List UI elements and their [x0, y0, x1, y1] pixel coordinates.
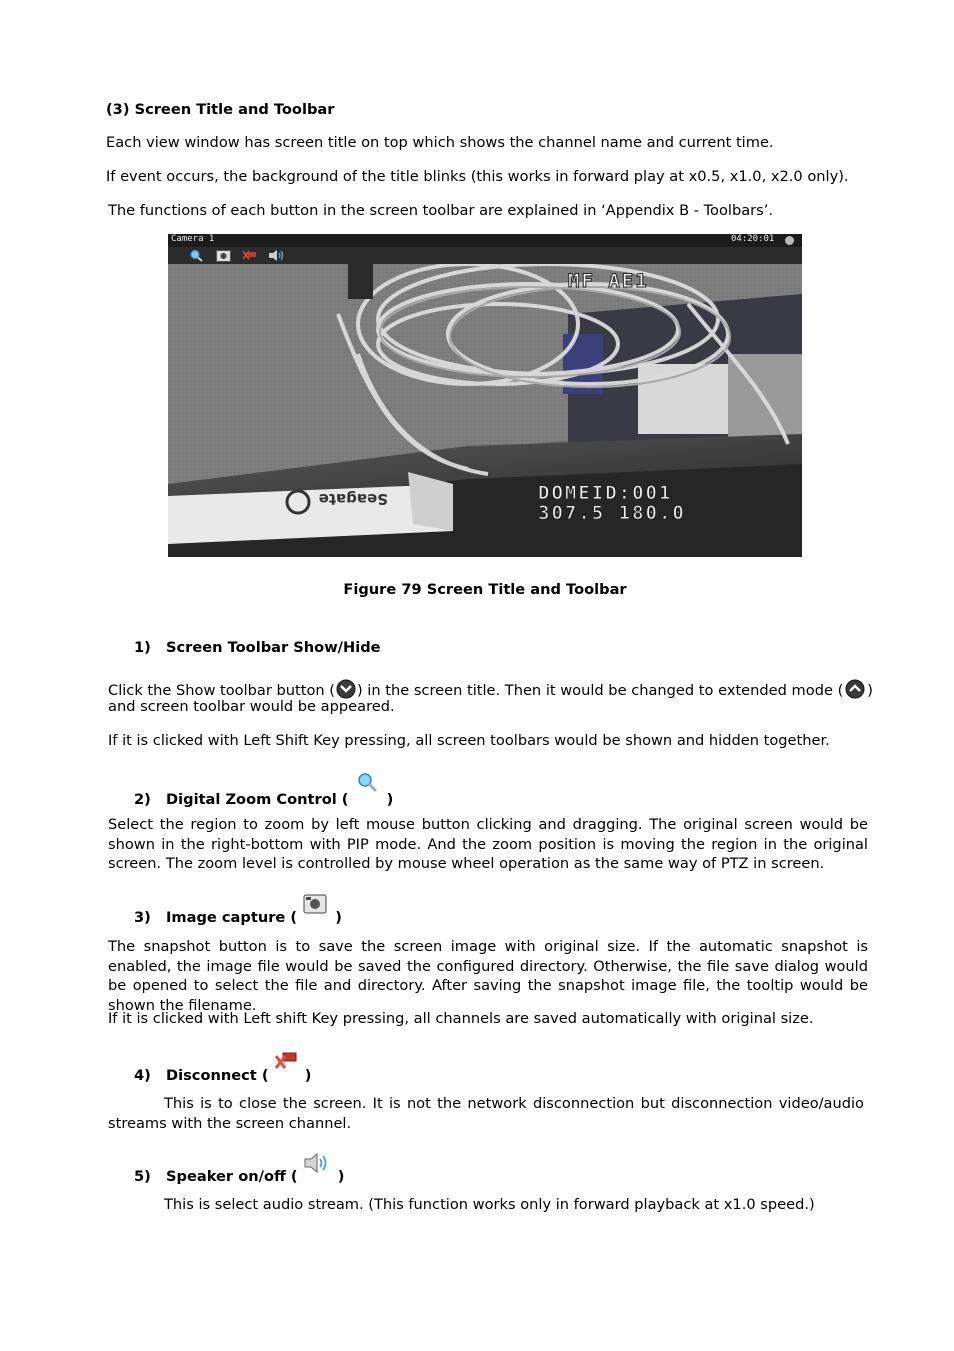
item-3-title: Image capture ( [166, 909, 298, 926]
item-1-text-a: Click the Show toolbar button ( [108, 682, 335, 699]
disconnect-icon[interactable] [243, 250, 257, 261]
item-5-heading [134, 1151, 344, 1185]
camera-icon [302, 892, 330, 918]
item-1-text-b: ) in the screen title. Then it would be changed to extended mode ( [356, 682, 844, 699]
intro-paragraph-1: Each view window has screen title on top which shows the channel name and current time. [106, 134, 774, 151]
show-toolbar-icon [335, 679, 357, 699]
item-3-paragraph: The snapshot button is to save the screen image with original size. If the automatic snapshot is enabled, the image file would be saved the configured directory. Otherwise, the file save dialog would be opened to select the file and directory. After saving the snapshot image file, the tooltip would be shown the filename. [108, 938, 868, 1014]
camera-scene-image [168, 234, 802, 557]
osd-top-label: MF AE1 [568, 270, 649, 292]
magnifier-icon [354, 770, 382, 800]
item-5-number: 5) [134, 1168, 151, 1185]
item-2-heading [134, 770, 393, 808]
item-4-number: 4) [134, 1067, 151, 1084]
extended-mode-icon [843, 679, 867, 699]
item-4-paragraph: This is to close the screen. It is not the network disconnection but disconnection video/audio streams with the screen channel. [108, 1095, 864, 1132]
item-1-paragraph-2: If it is clicked with Left Shift Key pressing, all screen toolbars would be shown and hidden together. [108, 732, 830, 749]
figure-caption: Figure 79 Screen Title and Toolbar [343, 581, 627, 598]
item-1-paragraph-line-2: and screen toolbar would be appeared. [108, 698, 395, 715]
item-1-paragraph-line-1 [108, 679, 873, 699]
item-5-paragraph: This is select audio stream. (This function works only in forward playback at x1.0 speed.) [164, 1196, 815, 1213]
item-3-heading [134, 892, 342, 926]
item-2-paragraph: Select the region to zoom by left mouse button clicking and dragging. The original screen would be shown in the right-bottom with PIP mode. And the zoom position is moving the region in the original screen. The zoom level is controlled by mouse wheel operation as the same way of PTZ in screen. [108, 816, 868, 872]
camera-time: 04:20:01 [731, 234, 775, 244]
speaker-icon [303, 1151, 333, 1177]
screen-title-bar [168, 234, 802, 247]
section-title: (3) Screen Title and Toolbar [106, 101, 335, 118]
item-2-title-close: ) [386, 791, 394, 808]
camera-icon[interactable] [216, 249, 231, 262]
intro-paragraph-3: The functions of each button in the screen toolbar are explained in ‘Appendix B - Toolbars’. [108, 202, 774, 219]
hide-toolbar-icon[interactable] [785, 236, 794, 245]
item-5-title-close: ) [337, 1168, 345, 1185]
item-1-text-c: ) [867, 682, 873, 699]
screen-toolbar [168, 247, 802, 264]
intro-paragraph-2: If event occurs, the background of the title blinks (this works in forward play at x0.5, x1.0, x2.0 only). [106, 168, 849, 185]
magnifier-icon[interactable] [189, 249, 203, 262]
item-4-title-close: ) [304, 1067, 312, 1084]
camera-view-figure [168, 234, 802, 557]
item-4-heading [134, 1050, 311, 1084]
osd-dome-id: DOMEID:001 [538, 482, 673, 504]
item-1-heading [134, 639, 381, 656]
disconnect-icon [274, 1050, 300, 1076]
item-5-title: Speaker on/off ( [166, 1168, 298, 1185]
item-1-title: Screen Toolbar Show/Hide [166, 639, 381, 656]
item-3-paragraph-2: If it is clicked with Left shift Key pressing, all channels are saved automatically with original size. [108, 1010, 814, 1027]
camera-title: Camera 1 [171, 234, 215, 244]
item-2-title: Digital Zoom Control ( [166, 791, 349, 808]
item-4-title: Disconnect ( [166, 1067, 269, 1084]
item-2-number: 2) [134, 791, 151, 808]
speaker-icon[interactable] [268, 249, 286, 262]
item-3-title-close: ) [335, 909, 342, 926]
box-label-text: Seagate [318, 490, 388, 508]
item-1-number: 1) [134, 639, 151, 656]
osd-position: 307.5 180.0 [538, 502, 686, 524]
item-3-number: 3) [134, 909, 151, 926]
